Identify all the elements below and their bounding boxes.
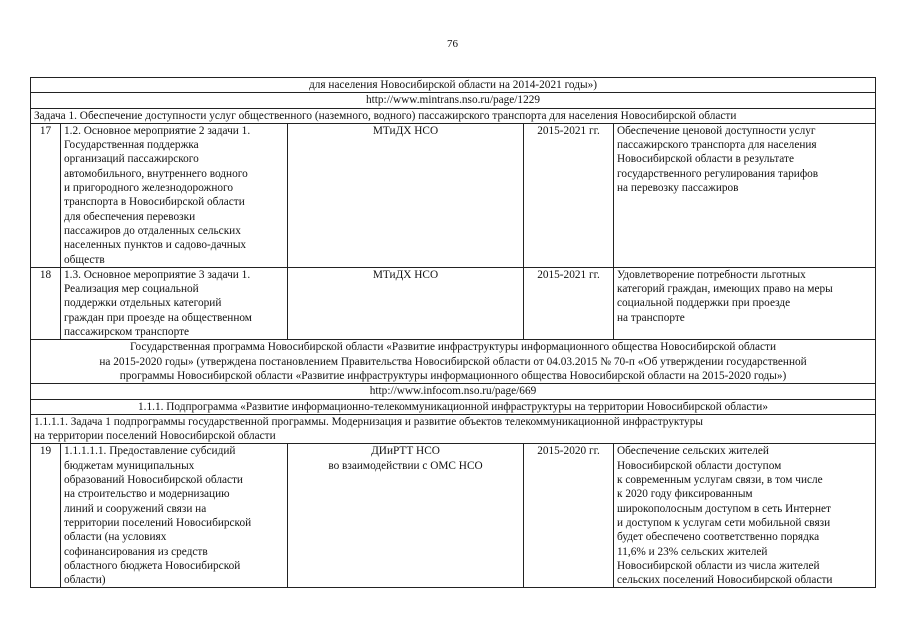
result-cell: Обеспечение сельских жителей Новосибирской области доступом к современным услугам связи, в том числе к 2020 году фиксированным широкополосным доступом в сеть Интернет и доступом к услугам сети мобильной связи будет обеспечено соответственно порядка 11,6% и 23% сельских жителей Новосибирской области из числа жителей сельских поселений Новосибирской области: [614, 444, 876, 588]
page-number: 76: [447, 38, 458, 50]
subprogram-row: [31, 399, 876, 414]
program-row: [31, 340, 876, 384]
task-title: 1.1.1.1. Задача 1 подпрограммы государственной программы. Модернизация и развитие объектов телекоммуникационной инфраструктуры на территории поселений Новосибирской области: [31, 414, 876, 444]
subprogram-title: 1.1.1. Подпрограмма «Развитие информационно-телекоммуникационной инфраструктуры на территории Новосибирской области»: [31, 399, 876, 414]
table-row: [31, 123, 876, 267]
url-row: [31, 384, 876, 399]
executor-cell: ДИиРТТ НСО во взаимодействии с ОМС НСО: [288, 444, 524, 588]
measure-cell: 1.2. Основное мероприятие 2 задачи 1. Государственная поддержка организаций пассажирского автомобильного, внутреннего водного и пригородного железнодорожного транспорта в Новосибирской области для обеспечения перевозки пассажиров до отдаленных сельских населенных пунктов и садово-дачных обществ: [61, 123, 288, 267]
measure-cell: 1.1.1.1.1. Предоставление субсидий бюджетам муниципальных образований Новосибирской области на строительство и модернизацию линий и сооружений связи на территории поселений Новосибирской области (на условиях софинансирования из средств областного бюджета Новосибирской области): [61, 444, 288, 588]
url-row: [31, 93, 876, 108]
task-title: Задача 1. Обеспечение доступности услуг общественного (наземного, водного) пассажирского транспорта для населения Новосибирской области: [31, 108, 876, 123]
row-number: 19: [31, 444, 61, 588]
row-number: 17: [31, 123, 61, 267]
measures-table: [30, 77, 876, 588]
period-cell: 2015-2021 гг.: [524, 267, 614, 339]
row-number: 18: [31, 267, 61, 339]
result-cell: Удовлетворение потребности льготных категорий граждан, имеющих право на меры социальной поддержки при проезде на транспорте: [614, 267, 876, 339]
table-row: [31, 444, 876, 588]
period-cell: 2015-2021 гг.: [524, 123, 614, 267]
measure-cell: 1.3. Основное мероприятие 3 задачи 1. Реализация мер социальной поддержки отдельных категорий граждан при проезде на общественном пассажирском транспорте: [61, 267, 288, 339]
program-title: Государственная программа Новосибирской области «Развитие инфраструктуры информационного общества Новосибирской области на 2015-2020 годы» (утверждена постановлением Правительства Новосибирской области от 04.03.2015 № 70-п «Об утверждении государственной программы Новосибирской области «Развитие инфраструктуры информационного общества Новосибирской области на 2015-2020 годы»): [31, 340, 876, 384]
program-continuation: для населения Новосибирской области на 2014-2021 годы»): [31, 78, 876, 93]
program-url[interactable]: http://www.infocom.nso.ru/page/669: [31, 384, 876, 399]
program-url[interactable]: http://www.mintrans.nso.ru/page/1229: [31, 93, 876, 108]
header-row: [31, 78, 876, 93]
task-row: [31, 414, 876, 444]
executor-cell: МТиДХ НСО: [288, 123, 524, 267]
table-row: [31, 267, 876, 339]
executor-cell: МТиДХ НСО: [288, 267, 524, 339]
task-row: [31, 108, 876, 123]
result-cell: Обеспечение ценовой доступности услуг пассажирского транспорта для населения Новосибирской области в результате государственного регулирования тарифов на перевозку пассажиров: [614, 123, 876, 267]
period-cell: 2015-2020 гг.: [524, 444, 614, 588]
